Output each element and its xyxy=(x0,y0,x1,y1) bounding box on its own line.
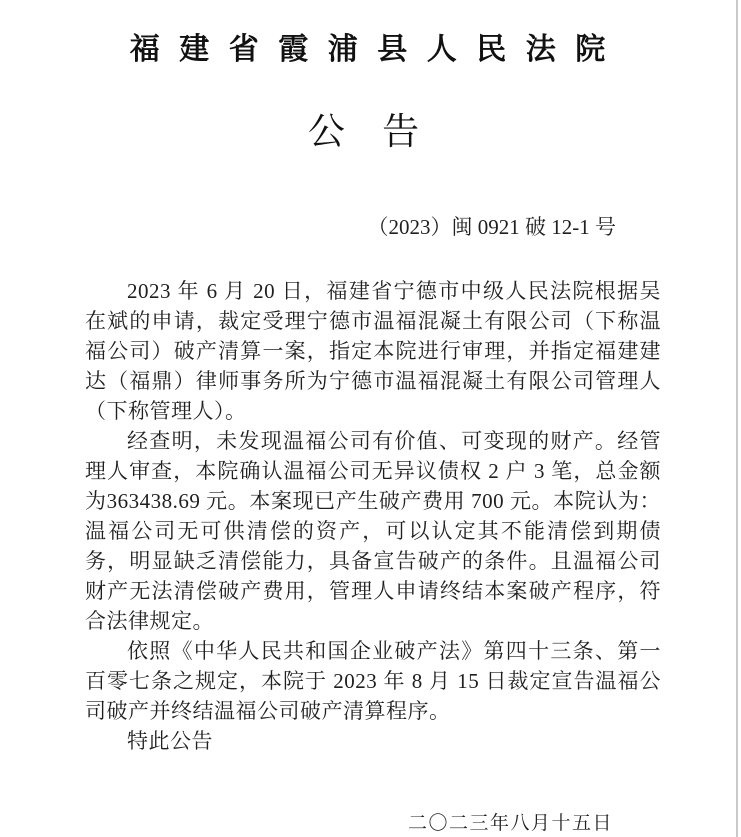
page-right-edge-line xyxy=(736,0,738,837)
document-body xyxy=(85,276,661,756)
announcement-title: 公 告 xyxy=(307,112,434,153)
paragraph-ruling: 依照《中华人民共和国企业破产法》第四十三条、第一百零七条之规定，本院于 2023 年 8 月 15 日裁定宣告温福公司破产并终结温福公司破产清算程序。 xyxy=(85,639,661,723)
paragraph-acceptance: 2023 年 6 月 20 日，福建省宁德市中级人民法院根据吴在斌的申请，裁定受理宁德市温福混凝土有限公司（下称温福公司）破产清算一案，指定本院进行审理，并指定福建建达（福鼎）律师事务所为宁德市温福混凝土有限公司管理人（下称管理人）。 xyxy=(85,279,661,423)
case-number: （2023）闽 0921 破 12-1 号 xyxy=(367,215,616,239)
court-name-heading: 福 建 省 霞 浦 县 人 民 法 院 xyxy=(129,33,612,66)
issue-date: 二〇二三年八月十五日 xyxy=(407,813,613,834)
closing-statement: 特此公告 xyxy=(127,729,213,753)
paragraph-findings: 经查明，未发现温福公司有价值、可变现的财产。经管理人审查，本院确认温福公司无异议债权 2 户 3 笔，总金额为363438.69 元。本案现已产生破产费用 700 元。本院认为：温福公司无可供清偿的资产，可以认定其不能清偿到期债务，明显缺乏清偿能力，具备宣告破产的条件。且温福公司财产无法清偿破产费用，管理人申请终结本案破产程序，符合法律规定。 xyxy=(85,429,661,633)
